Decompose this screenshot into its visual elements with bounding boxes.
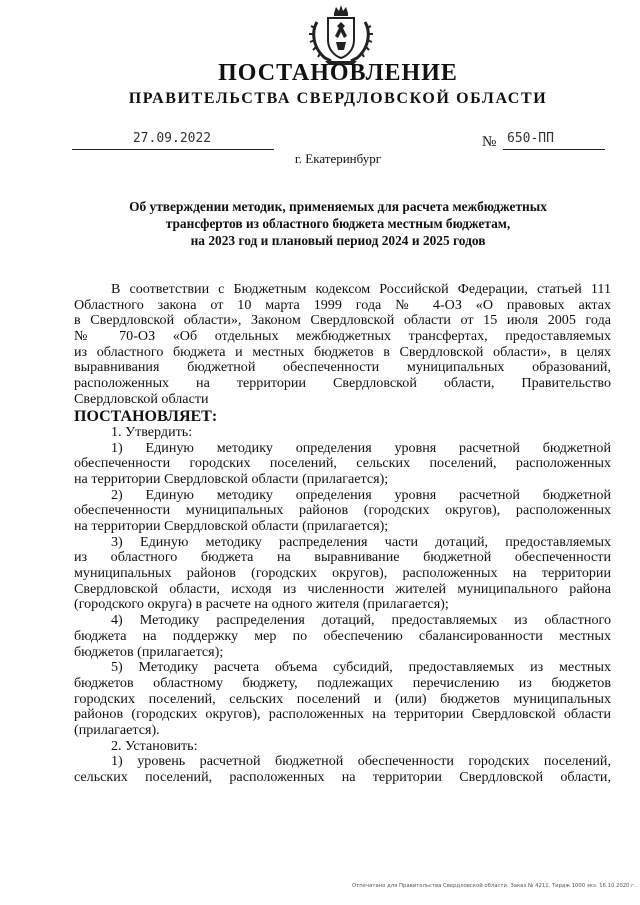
document-number: 650-ПП [507, 131, 554, 146]
preamble-line: из областного бюджета и местных бюджетов в Свердловской области», в целях [74, 343, 611, 360]
sverdlovsk-coat-of-arms-icon [303, 4, 379, 68]
number-sign: № [482, 134, 497, 150]
item-3-line: муниципальных районов (городских округов), расположенных на территории [74, 565, 611, 582]
document-title: ПОСТАНОВЛЕНИЕ [218, 60, 458, 86]
clause-approve: 1. Утвердить: [111, 423, 193, 440]
item-1-line: 1) Единую методику определения уровня расчетной бюджетной [111, 439, 611, 456]
city: г. Екатеринбург [294, 151, 382, 166]
item-3-line: 3) Единую методику распределения части дотаций, предоставляемых [111, 533, 611, 550]
item-4-line: бюджета на поддержку мер по обеспечению сбалансированности местных [74, 627, 611, 644]
item-4-line: бюджетов (прилагается); [74, 643, 224, 660]
preamble-line: Свердловской области [74, 390, 209, 407]
preamble-line: расположенных на территории Свердловской области, Правительство [74, 375, 611, 392]
item-1-line: обеспеченности городских поселений, сельских поселений, расположенных [74, 455, 611, 472]
preamble-line: выравнивания бюджетной обеспеченности муниципальных образований, [74, 359, 611, 376]
item-2-line: на территории Свердловской области (прилагается); [74, 518, 389, 535]
preamble-line: в Свердловской области», Законом Свердловской области от 15 июля 2005 года [74, 312, 611, 329]
item-3-line: (городского округа) в расчете на одного жителя (прилагается); [74, 596, 449, 613]
preamble-line: В соответствии с Бюджетным кодексом Российской Федерации, статьей 111 [111, 281, 611, 297]
heading-line: на 2023 год и плановый период 2024 и 2025 годов [190, 233, 486, 248]
item-2-1-line: 1) уровень расчетной бюджетной обеспеченности городских поселений, [111, 753, 611, 770]
item-2-1-line: сельских поселений, расположенных на территории Свердловской области, [74, 769, 611, 786]
item-3-line: Свердловской области, исходя из численности жителей муниципального района [74, 580, 611, 597]
heading-line: Об утверждении методик, применяемых для расчета межбюджетных [129, 199, 547, 214]
item-2-line: 2) Единую методику определения уровня расчетной бюджетной [111, 486, 611, 503]
preamble-line: Областного закона от 10 марта 1999 года № 4-ОЗ «О правовых актах [74, 296, 611, 313]
item-5-line: бюджетов областному бюджету, подлежащих перечислению из бюджетов [74, 674, 611, 691]
item-2-line: обеспеченности муниципальных районов (городских округов), расположенных [74, 502, 611, 519]
item-5-line: (прилагается). [74, 721, 160, 738]
print-imprint: Отпечатано для Правительства Свердловской области. Заказ № 4211. Тираж 1000 экз. 16.10.2020 г. [352, 883, 636, 889]
item-1-line: на территории Свердловской области (прилагается); [74, 470, 389, 487]
heading-line: трансфертов из областного бюджета местным бюджетам, [165, 216, 511, 231]
issuer-name: ПРАВИТЕЛЬСТВА СВЕРДЛОВСКОЙ ОБЛАСТИ [128, 90, 548, 107]
item-3-line: из областного бюджета на выравнивание бюджетной обеспеченности [74, 549, 611, 566]
number-underline [503, 149, 605, 150]
item-5-line: городских поселений, сельских поселений и (или) бюджетов муниципальных [74, 690, 611, 707]
document-date: 27.09.2022 [132, 131, 212, 146]
item-5-line: районов (городских округов), расположенных на территории Свердловской области [74, 706, 611, 723]
item-5-line: 5) Методику расчета объема субсидий, предоставляемых из местных [111, 659, 611, 676]
document-heading [90, 198, 586, 249]
decree-word: ПОСТАНОВЛЯЕТ: [74, 407, 218, 425]
item-4-line: 4) Методику распределения дотаций, предоставляемых из областного [111, 612, 611, 629]
preamble-line: № 70-ОЗ «Об отдельных межбюджетных трансфертах, предоставляемых [74, 328, 611, 345]
clause-establish: 2. Установить: [111, 737, 198, 754]
document-body [74, 282, 611, 786]
date-underline [72, 149, 274, 150]
